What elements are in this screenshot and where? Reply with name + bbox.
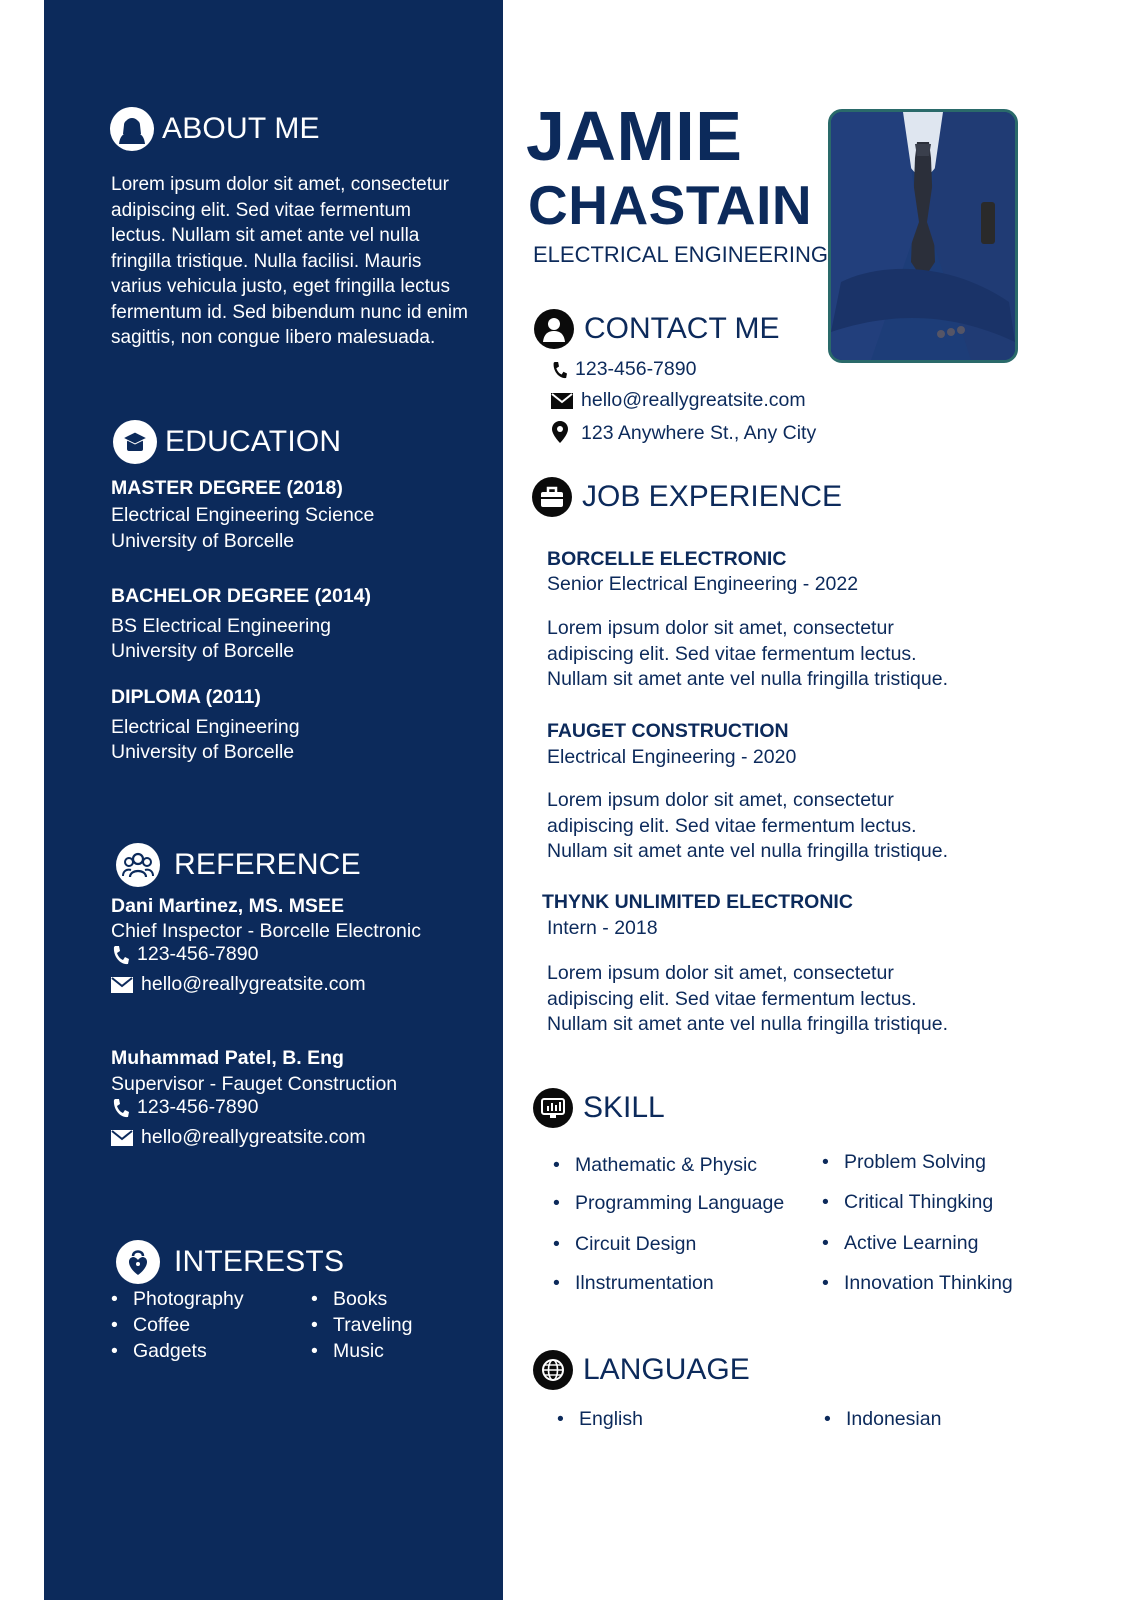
education-school: University of Borcelle — [111, 741, 295, 763]
experience-title: JOB EXPERIENCE — [582, 480, 843, 513]
job-description — [547, 616, 948, 693]
reference-position: Chief Inspector - Borcelle Electronic — [111, 920, 421, 942]
about-line: sagittis, non congue libero malesuada. — [111, 327, 436, 348]
language-title: LANGUAGE — [583, 1353, 750, 1386]
job-role: Electrical Engineering - 2020 — [547, 746, 797, 768]
interest-item: • Photography — [111, 1286, 244, 1312]
about-line: varius vehicula justo, eget fringilla lectus — [111, 276, 451, 297]
reference-email-row — [111, 973, 366, 996]
interest-item: • Traveling — [311, 1312, 412, 1338]
about-text — [111, 172, 501, 351]
job-role: Senior Electrical Engineering - 2022 — [547, 573, 859, 595]
job-company: FAUGET CONSTRUCTION — [547, 720, 789, 742]
skill-item: • Programming Language — [549, 1192, 784, 1215]
interest-item: • Music — [311, 1338, 412, 1364]
contact-address: 123 Anywhere St., Any City — [581, 421, 817, 444]
skill-item: • Problem Solving — [818, 1151, 986, 1174]
about-line: fermentum id. Sed bibendum nunc id enim — [111, 301, 468, 323]
reference-title: REFERENCE — [174, 848, 361, 881]
skill-item: • Innovation Thinking — [818, 1272, 1013, 1295]
about-line: lectus. Nullam sit amet ante vel nulla — [111, 225, 420, 246]
about-line: adipiscing elit. Sed vitae fermentum — [111, 199, 411, 221]
language-item: • English — [553, 1408, 643, 1431]
job-role: Intern - 2018 — [547, 917, 658, 939]
skill-title: SKILL — [583, 1091, 665, 1124]
role-title: ELECTRICAL ENGINEERING — [533, 242, 829, 267]
job-line: Nullam sit amet ante vel nulla fringilla tristique. — [547, 1013, 949, 1035]
group-icon — [116, 843, 160, 887]
reference-name: Muhammad Patel, B. Eng — [111, 1047, 344, 1069]
profile-photo — [828, 109, 1018, 363]
graduation-cap-icon — [113, 420, 157, 464]
job-line: Lorem ipsum dolor sit amet, consectetur — [547, 962, 894, 984]
reference-email: hello@reallygreatsite.com — [141, 973, 366, 995]
contact-title: CONTACT ME — [584, 312, 780, 345]
reference-heading — [116, 843, 361, 887]
about-title: ABOUT ME — [162, 112, 320, 145]
education-school: University of Borcelle — [111, 530, 295, 552]
about-line: fringilla tristique. Nulla facilisi. Mauris — [111, 250, 422, 272]
location-pin-icon — [551, 421, 569, 445]
interests-list-1 — [111, 1286, 244, 1364]
education-field: Electrical Engineering Science — [111, 504, 375, 526]
contact-email: hello@reallygreatsite.com — [581, 389, 806, 411]
reference-phone: 123-456-7890 — [137, 1096, 259, 1118]
user-silhouette-icon — [110, 107, 154, 151]
language-item: • Indonesian — [820, 1408, 941, 1431]
envelope-icon — [111, 1130, 133, 1146]
monitor-chart-icon — [533, 1088, 573, 1128]
job-description — [547, 961, 948, 1038]
job-line: Nullam sit amet ante vel nulla fringilla tristique. — [547, 840, 949, 862]
job-line: adipiscing elit. Sed vitae fermentum lectus. — [547, 987, 917, 1010]
education-school: University of Borcelle — [111, 640, 295, 662]
envelope-icon — [551, 393, 573, 409]
person-icon — [534, 309, 574, 349]
education-heading — [113, 420, 341, 464]
contact-email-row — [551, 389, 806, 412]
envelope-icon — [111, 977, 133, 993]
education-degree: MASTER DEGREE (2018) — [111, 477, 343, 499]
reference-phone-row — [111, 943, 258, 966]
interests-list-2 — [311, 1286, 412, 1364]
interests-heading — [116, 1240, 344, 1284]
job-description — [547, 788, 948, 865]
reference-position: Supervisor - Fauget Construction — [111, 1073, 398, 1095]
education-degree: DIPLOMA (2011) — [111, 686, 261, 708]
job-line: adipiscing elit. Sed vitae fermentum lectus. — [547, 814, 917, 837]
reference-phone: 123-456-7890 — [137, 943, 259, 965]
last-name: CHASTAIN — [528, 174, 813, 236]
education-field: BS Electrical Engineering — [111, 615, 332, 637]
briefcase-icon — [532, 477, 572, 517]
phone-icon — [111, 944, 129, 966]
interest-item: • Gadgets — [111, 1338, 244, 1364]
job-line: Lorem ipsum dolor sit amet, consectetur — [547, 789, 894, 811]
reference-name: Dani Martinez, MS. MSEE — [111, 895, 344, 917]
interests-title: INTERESTS — [174, 1245, 345, 1278]
reference-email: hello@reallygreatsite.com — [141, 1126, 366, 1148]
job-line: adipiscing elit. Sed vitae fermentum lectus. — [547, 642, 917, 665]
contact-phone-row — [551, 358, 696, 381]
skill-item: • Critical Thingking — [818, 1191, 993, 1214]
education-field: Electrical Engineering — [111, 716, 300, 738]
contact-phone: 123-456-7890 — [575, 358, 697, 380]
reference-phone-row — [111, 1096, 258, 1119]
education-title: EDUCATION — [165, 425, 342, 458]
education-degree: BACHELOR DEGREE (2014) — [111, 585, 372, 607]
contact-address-row — [551, 421, 816, 445]
heart-lock-icon — [116, 1240, 160, 1284]
skill-item: • Active Learning — [818, 1232, 978, 1255]
about-line: Lorem ipsum dolor sit amet, consectetur — [111, 174, 449, 195]
about-heading — [110, 107, 320, 151]
job-company: BORCELLE ELECTRONIC — [547, 548, 787, 570]
skill-item: • Ilnstrumentation — [549, 1272, 714, 1295]
job-company: THYNK UNLIMITED ELECTRONIC — [542, 891, 853, 913]
phone-icon — [551, 360, 567, 380]
interest-item: • Coffee — [111, 1312, 244, 1338]
reference-email-row — [111, 1126, 366, 1149]
job-line: Lorem ipsum dolor sit amet, consectetur — [547, 617, 894, 639]
globe-icon — [533, 1350, 573, 1390]
contact-heading — [534, 309, 780, 349]
language-heading — [533, 1350, 750, 1390]
interest-item: • Books — [311, 1286, 412, 1312]
job-line: Nullam sit amet ante vel nulla fringilla tristique. — [547, 668, 949, 690]
phone-icon — [111, 1097, 129, 1119]
experience-heading — [532, 477, 842, 517]
first-name: JAMIE — [526, 97, 743, 175]
skill-heading — [533, 1088, 665, 1128]
skill-item: • Circuit Design — [549, 1233, 696, 1256]
skill-item: • Mathematic & Physic — [549, 1154, 757, 1177]
